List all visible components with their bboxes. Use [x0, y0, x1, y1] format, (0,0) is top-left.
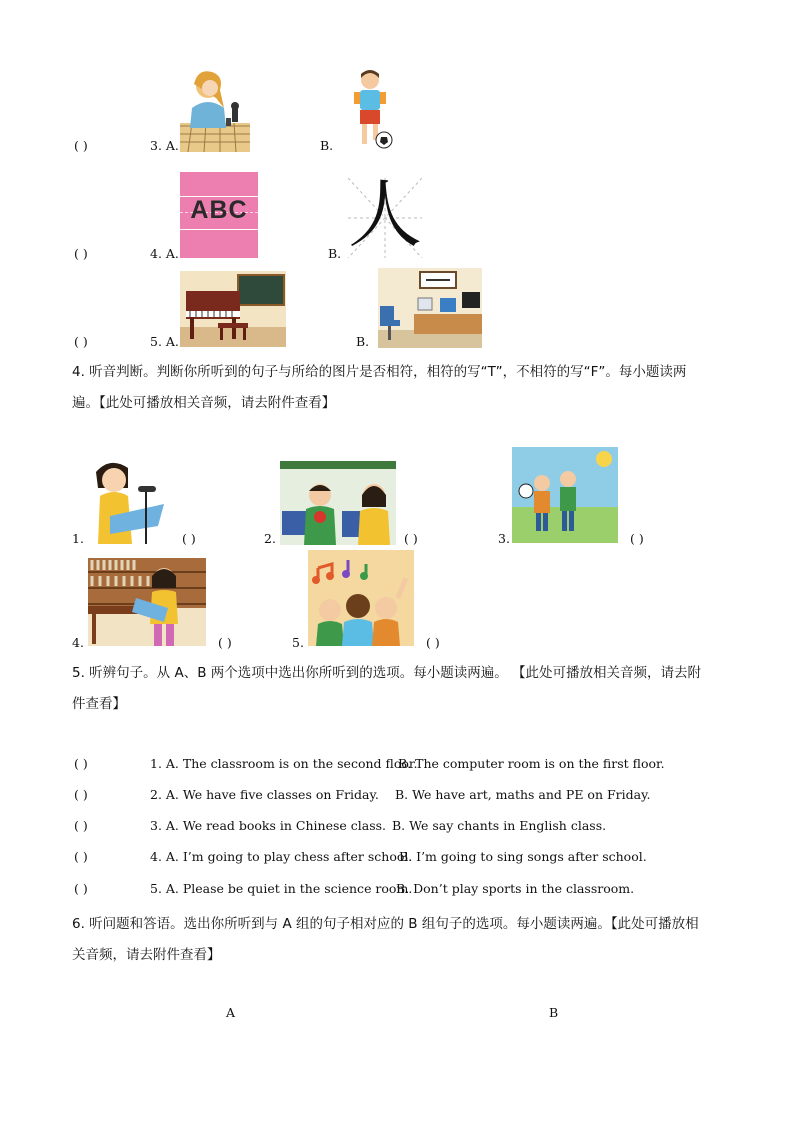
- q6-column-a-header: A: [226, 1005, 236, 1020]
- q4-item4-paren[interactable]: ( ): [218, 635, 232, 650]
- q5-item2-option-a: 2. A. We have five classes on Friday.: [150, 787, 379, 802]
- q3-row4-option-b: B.: [328, 246, 342, 261]
- q4-item3-number: 3.: [498, 531, 510, 546]
- q5-item1-option-a: 1. A. The classroom is on the second floor.: [150, 756, 418, 771]
- q3-row5-paren[interactable]: ( ): [74, 334, 88, 349]
- q3-row4-number: 4. A.: [150, 246, 179, 261]
- office-room-image: [378, 268, 482, 348]
- q3-row3-number: 3. A.: [150, 138, 179, 153]
- q5-item4-option-a: 4. A. I’m going to play chess after school.: [150, 849, 413, 864]
- q4-instruction-line1: 4. 听音判断。判断你所听到的句子与所给的图片是否相符，相符的写“T”，不相符的写“F”。每小题读两: [72, 364, 687, 380]
- abc-text: ABC: [190, 196, 248, 224]
- q5-item1-option-b: B. The computer room is on the first floor.: [398, 756, 665, 771]
- q5-item2-paren[interactable]: ( ): [74, 787, 88, 802]
- q5-item1-paren[interactable]: ( ): [74, 756, 88, 771]
- boys-singing-music-notes-image: [308, 550, 414, 646]
- q4-item1-paren[interactable]: ( ): [182, 531, 196, 546]
- q6-column-b-header: B: [549, 1005, 559, 1020]
- q5-item4-option-b: B. I’m going to sing songs after school.: [399, 849, 647, 864]
- q5-item3-option-b: B. We say chants in English class.: [392, 818, 607, 833]
- q5-item3-paren[interactable]: ( ): [74, 818, 88, 833]
- q5-item5-option-a: 5. A. Please be quiet in the science room.: [150, 881, 413, 896]
- library-girl-reading-image: [88, 558, 206, 646]
- q4-item2-paren[interactable]: ( ): [404, 531, 418, 546]
- q4-item2-number: 2.: [264, 531, 276, 546]
- q4-item5-paren[interactable]: ( ): [426, 635, 440, 650]
- girl-singing-microphone-image: [88, 458, 168, 544]
- q4-item1-number: 1.: [72, 531, 84, 546]
- boys-playing-outdoors-image: [512, 447, 618, 543]
- q6-instruction-line1: 6. 听问题和答语。选出你所听到与 A 组的句子相对应的 B 组句子的选项。每小题读两遍。【此处可播放相: [72, 916, 699, 932]
- boy-playing-football-image: [340, 68, 400, 152]
- q4-item4-number: 4.: [72, 635, 84, 650]
- q4-instruction-line2: 遍。【此处可播放相关音频，请去附件查看】: [72, 395, 336, 411]
- abc-card-image: [180, 172, 258, 258]
- q3-row5-option-b: B.: [356, 334, 370, 349]
- q6-instruction-line2: 关音频，请去附件查看】: [72, 947, 221, 963]
- q4-item3-paren[interactable]: ( ): [630, 531, 644, 546]
- q5-item5-paren[interactable]: ( ): [74, 881, 88, 896]
- computer-room-children-image: [280, 461, 396, 545]
- q5-instruction-line2: 件查看】: [72, 696, 126, 712]
- q4-item5-number: 5.: [292, 635, 304, 650]
- q5-item5-option-b: B. Don’t play sports in the classroom.: [396, 881, 635, 896]
- q3-row3-paren[interactable]: ( ): [74, 138, 88, 153]
- q5-instruction-line1: 5. 听辨句子。从 A、B 两个选项中选出你所听到的选项。每小题读两遍。 【此处可播放相关音频，请去附: [72, 665, 702, 681]
- q3-row3-option-b: B.: [320, 138, 334, 153]
- q5-item3-option-a: 3. A. We read books in Chinese class.: [150, 818, 387, 833]
- q3-row4-paren[interactable]: ( ): [74, 246, 88, 261]
- q5-item2-option-b: B. We have art, maths and PE on Friday.: [395, 787, 651, 802]
- q3-row5-number: 5. A.: [150, 334, 179, 349]
- q5-item4-paren[interactable]: ( ): [74, 849, 88, 864]
- ren-character-image: [348, 178, 422, 258]
- ren-char: 人: [348, 178, 422, 258]
- girl-playing-chess-image: [180, 68, 250, 152]
- music-room-piano-image: [180, 271, 286, 347]
